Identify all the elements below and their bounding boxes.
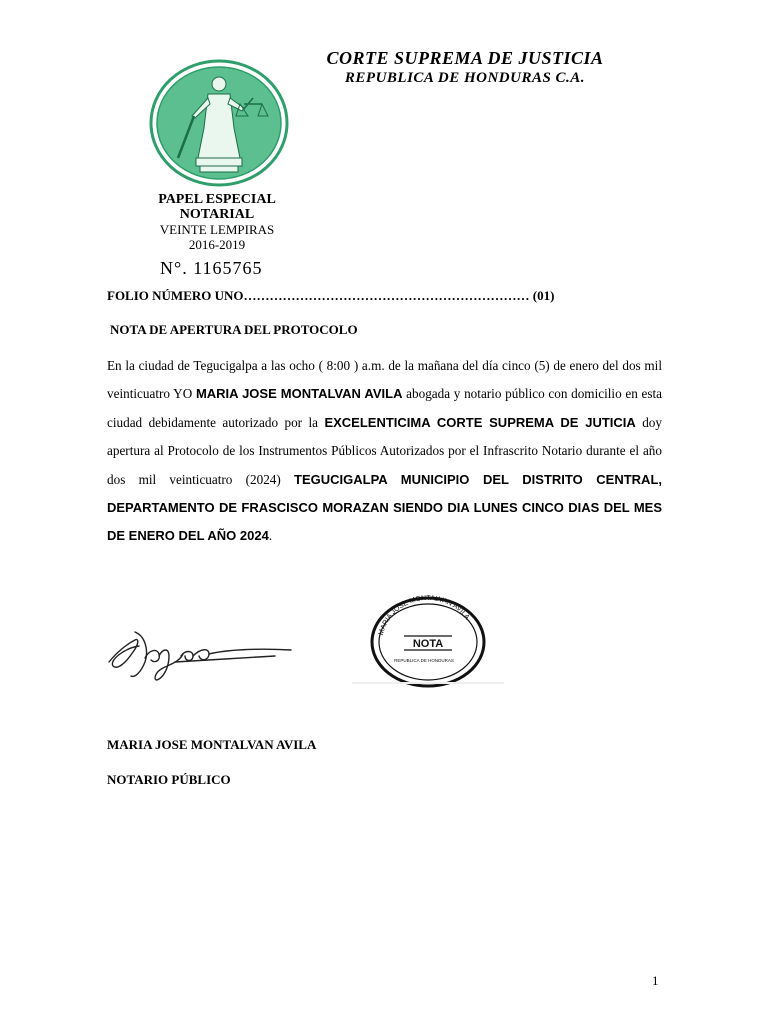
paragraph-text-1: En la ciudad de Tegucigalpa a las ocho ( 8:00 ) a.m. de la mañana del día cinco (5) de enero del dos mil veinticuatro YO <box>107 358 662 402</box>
signatory-title: NOTARIO PÚBLICO <box>107 772 231 787</box>
page-number: 1 <box>652 973 659 988</box>
justice-seal-icon <box>148 58 290 188</box>
paper-value: VEINTE LEMPIRAS <box>159 222 275 237</box>
notary-stamp-icon <box>352 592 504 688</box>
paragraph-text-3: doy apertura al Protocolo de los Instrumentos Públicos Autorizados por el Infrascrito Notario durante el año dos mil veinticuatro (2024) <box>107 414 662 487</box>
paragraph-end: . <box>268 528 273 544</box>
notary-name-inline: MARIA JOSE MONTALVAN AVILA <box>195 386 403 402</box>
folio-line: FOLIO NÚMERO UNO………………………………………………………… (01) <box>107 288 555 303</box>
court-name: CORTE SUPREMA DE JUSTICIA <box>326 48 604 68</box>
court-header <box>300 48 630 88</box>
paper-kind: NOTARIAL <box>179 207 255 222</box>
document-title: NOTA DE APERTURA DEL PROTOCOLO <box>110 322 358 337</box>
paper-period: 2016-2019 <box>188 237 246 252</box>
paragraph-text-2: abogada y notario público con domicilio en esta ciudad debidamente autorizado por la <box>107 386 662 430</box>
paper-type: PAPEL ESPECIAL <box>158 192 276 207</box>
stamp-bottom-text: REPUBLICA DE HONDURAS <box>394 658 454 663</box>
opening-paragraph <box>107 352 662 551</box>
signatory-name: MARIA JOSE MONTALVAN AVILA <box>107 737 317 752</box>
paper-stamp-info <box>118 192 316 252</box>
location-statement: TEGUCIGALPA MUNICIPIO DEL DISTRITO CENTRAL, DEPARTAMENTO DE FRASCISCO MORAZAN SIENDO DIA LUNES CINCO DIAS DEL MES DE ENERO DEL AÑO 2024 <box>107 471 662 544</box>
court-name-inline: EXCELENTICIMA CORTE SUPREMA DE JUTICIA <box>324 414 636 430</box>
stamp-center-text: NOTA <box>412 638 444 650</box>
handwritten-signature-icon <box>105 622 295 684</box>
serial-number: N°. 1165765 <box>160 258 263 278</box>
court-country: REPUBLICA DE HONDURAS C.A. <box>344 70 586 86</box>
stamp-ring-text: MARIA JOSE MONTALVAN AVILA <box>377 594 471 637</box>
